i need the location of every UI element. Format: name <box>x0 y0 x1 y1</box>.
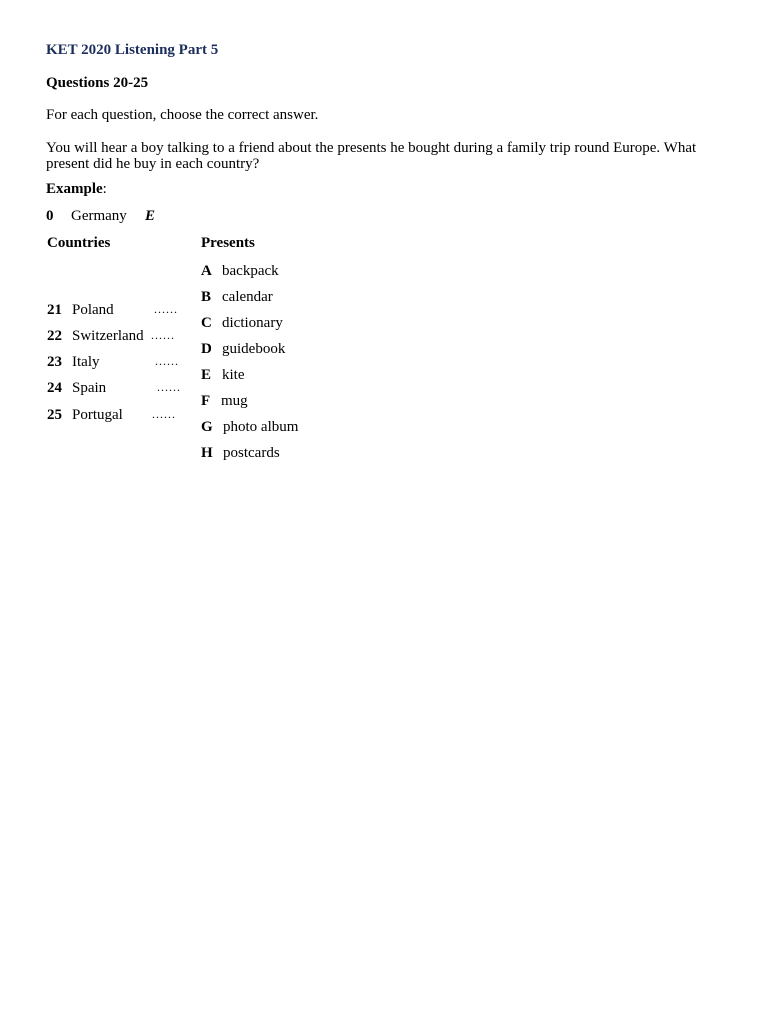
example-number: 0 <box>46 208 54 224</box>
option-item: dictionary <box>222 315 283 331</box>
option-letter: E <box>201 367 212 383</box>
example-answer: E <box>145 208 156 224</box>
example-country: Germany <box>71 208 127 224</box>
answer-blank[interactable]: ...... <box>155 354 179 368</box>
example-label-colon: : <box>102 181 107 197</box>
option-item: guidebook <box>222 341 286 357</box>
present-option-h <box>201 445 351 463</box>
present-option-a <box>201 263 351 281</box>
answer-blank[interactable]: ...... <box>157 380 181 394</box>
example-label <box>46 181 107 198</box>
present-option-b <box>201 289 351 307</box>
question-row-25 <box>47 407 197 425</box>
countries-heading: Countries <box>47 235 111 251</box>
present-option-g <box>201 419 351 437</box>
option-letter: G <box>201 419 213 435</box>
question-row-24 <box>47 380 197 398</box>
option-item: photo album <box>223 419 299 435</box>
answer-blank[interactable]: ...... <box>152 407 176 421</box>
question-row-21 <box>47 302 197 320</box>
question-country: Poland <box>72 302 114 318</box>
option-letter: F <box>201 393 211 409</box>
option-letter: H <box>201 445 213 461</box>
context-text: You will hear a boy talking to a friend about the presents he bought during a family trip round Europe. What present did he buy in each country? <box>46 140 697 172</box>
question-country: Portugal <box>72 407 123 423</box>
question-number: 23 <box>47 354 62 370</box>
present-option-e <box>201 367 351 385</box>
answer-blank[interactable]: ...... <box>151 328 175 342</box>
example-row <box>46 208 246 226</box>
option-item: mug <box>221 393 248 409</box>
option-item: postcards <box>223 445 280 461</box>
answer-blank[interactable]: ...... <box>154 302 178 316</box>
question-country: Spain <box>72 380 107 396</box>
question-number: 25 <box>47 407 62 423</box>
document-title: KET 2020 Listening Part 5 <box>46 42 219 58</box>
question-country: Switzerland <box>72 328 144 344</box>
question-row-23 <box>47 354 197 372</box>
question-number: 24 <box>47 380 62 396</box>
present-option-f <box>201 393 351 411</box>
option-letter: A <box>201 263 212 279</box>
present-option-d <box>201 341 351 359</box>
option-item: kite <box>222 367 245 383</box>
present-option-c <box>201 315 351 333</box>
instruction-text: For each question, choose the correct answer. <box>46 107 319 123</box>
presents-heading: Presents <box>201 235 255 251</box>
question-country: Italy <box>72 354 100 370</box>
option-item: backpack <box>222 263 279 279</box>
option-letter: D <box>201 341 212 357</box>
option-item: calendar <box>222 289 273 305</box>
questions-heading: Questions 20-25 <box>46 75 149 91</box>
question-row-22 <box>47 328 197 346</box>
question-number: 22 <box>47 328 62 344</box>
option-letter: B <box>201 289 212 305</box>
example-label-text: Example <box>46 181 103 197</box>
question-number: 21 <box>47 302 62 318</box>
option-letter: C <box>201 315 212 331</box>
